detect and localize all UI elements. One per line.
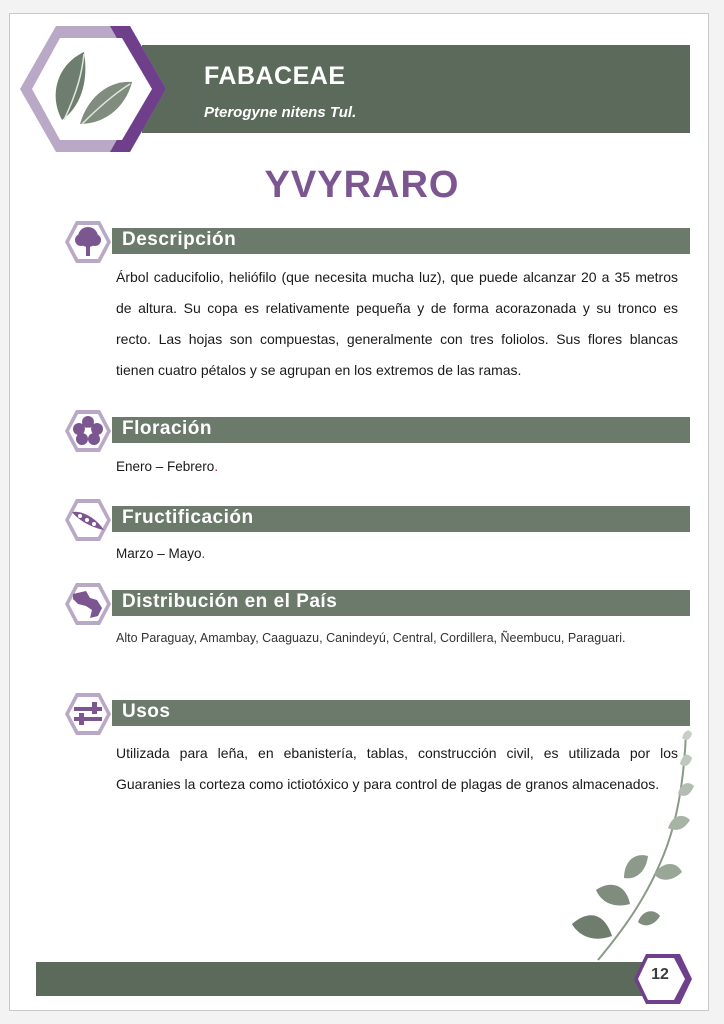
leaves-icon: [18, 24, 168, 154]
section-heading: Fructificación: [122, 507, 254, 528]
footer-band: [36, 962, 668, 996]
fructificacion-text: [116, 546, 205, 561]
floracion-punct: .: [214, 459, 219, 474]
family-name: FABACEAE: [204, 62, 346, 90]
floracion-text: [116, 459, 218, 474]
species-name: Pterogyne nitens Tul.: [204, 104, 357, 121]
distribucion-text: Alto Paraguay, Amambay, Caaguazu, Canindeyú, Central, Cordillera, Ñeembucu, Paraguari.: [116, 631, 626, 645]
seed-pod-icon: [64, 498, 112, 542]
floracion-months: Enero – Febrero: [116, 459, 215, 474]
fructificacion-months: Marzo – Mayo: [116, 546, 202, 561]
tree-icon: [64, 220, 112, 264]
tools-icon: [64, 692, 112, 736]
section-bar-fructificacion: [112, 506, 690, 532]
page-number: 12: [651, 966, 669, 983]
descripcion-text: Árbol caducifolio, heliófilo (que necesita mucha luz), que puede alcanzar 20 a 35 metros de altura. Su copa es relativamente pequeña y de forma acorazonada y su tronco es recto. Las hojas son compuestas, generalmente con tres foliolos. Sus flores blancas tienen cuatro pétalos y se agrupan en los extremos de las ramas.: [116, 269, 678, 378]
section-bar-usos: [112, 700, 690, 726]
usos-text: Utilizada para leña, en ebanistería, tablas, construcción civil, es utilizada por los Guaranies la corteza como ictiotóxico y para control de plagas de granos almacenados.: [116, 745, 678, 792]
section-bar-floracion: [112, 417, 690, 443]
section-heading: Distribución en el País: [122, 591, 338, 612]
paraguay-map-icon: [64, 582, 112, 626]
section-bar-descripcion: [112, 228, 690, 254]
section-bar-distribucion: [112, 590, 690, 616]
section-heading: Floración: [122, 418, 213, 439]
section-heading: Usos: [122, 701, 171, 722]
flower-icon: [64, 409, 112, 453]
vine-decoration: [568, 724, 708, 970]
section-heading: Descripción: [122, 229, 237, 250]
page-title: YVYRARO: [264, 164, 460, 206]
fructificacion-punct: .: [201, 546, 206, 561]
